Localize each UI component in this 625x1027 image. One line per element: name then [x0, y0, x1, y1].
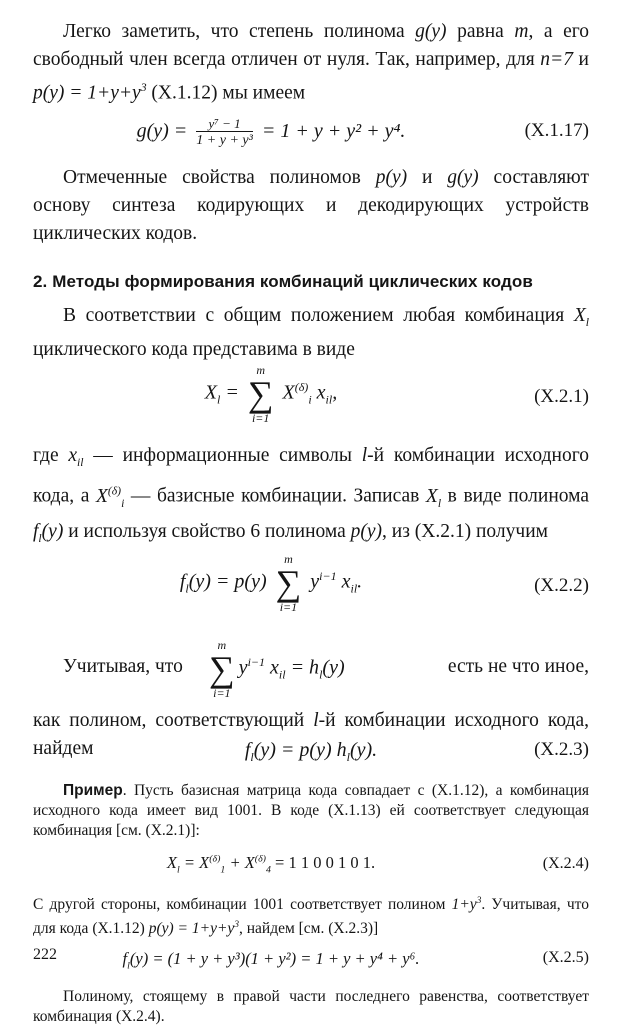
- sum-symbol: m ∑ i=1: [247, 363, 274, 426]
- paragraph-5-line-1: Учитывая, что m ∑ i=1 $y^{i-1}$ $x_{il} = h_l(y)$ есть не что иное,: [63, 637, 589, 700]
- paragraph-1: Легко заметить, что степень полинома g(y) равна m, а его свободный член всегда отличен от нуля. Так, например, для n=7 и $p(y) = 1+y+y^3$ (X.1.12) мы имеем: [33, 21, 589, 104]
- equation-number: (X.2.1): [534, 386, 589, 408]
- example-label: Пример: [63, 781, 123, 799]
- equation-x-2-2: $f_l(y) = p(y)$ m ∑ i=1 $y^{i-1}$ $x_{il}$. (X.2.2): [179, 551, 589, 614]
- equation-x-1-17: g(y) = $\frac{\text{y⁷ − 1}}{\text{1 + y + y³}}$ = 1 + y + y² + y⁴. (X.1.17): [136, 115, 589, 148]
- equation-number: (X.1.17): [524, 119, 589, 141]
- paragraph-2: Отмеченные свойства полиномов p(y) и g(y) составляют основу синтеза кодирующих и декодирующих устройств циклических кодов.: [33, 166, 589, 244]
- sum-symbol: m ∑ i=1: [275, 551, 302, 614]
- page-number: 222: [33, 946, 57, 963]
- equation-x-2-1: $X_l$ = m ∑ i=1 $X^{(\delta)}_i$ $x_{il}$, (X.2.1): [204, 363, 589, 426]
- example-paragraph: Пример. Пусть базисная матрица кода совпадает с (X.1.12), а комбинация исходного кода имеет вид 1001. В коде (X.1.13) ей соответствует следующая комбинация [см. (X.2.1)]:: [33, 781, 589, 839]
- paragraph-3: В соответствии с общим положением любая комбинация $X_l$ циклического кода представима в виде: [33, 304, 589, 361]
- equation-number: (X.2.4): [542, 854, 589, 872]
- equation-number: (X.2.2): [534, 574, 589, 596]
- math-gy: g(y): [415, 21, 447, 42]
- equation-x-2-4: $X_l = X^{(\delta)}_1 + X^{(\delta)}_4 = 1$ 1 0 0 1 0 1. (X.2.4): [166, 852, 589, 875]
- paragraph-7: Полиному, стоящему в правой части последнего равенства, соответствует комбинация (X.2.4).: [33, 987, 589, 1025]
- equation-number: (X.2.3): [534, 738, 589, 760]
- page-content: [33, 18, 589, 1027]
- section-heading: 2. Методы формирования комбинаций циклических кодов: [33, 271, 533, 291]
- equation-number: (X.2.5): [542, 948, 589, 966]
- paragraph-4: где $x_{il}$ — информационные символы l-й комбинации исходного кода, а $X^{(\delta)}_i$ — базисные комбинации. Записав $X_l$ в виде полинома $f_l(y)$ и используя свойство 6 полинома p(y), из (X.2.1) получим: [33, 445, 590, 545]
- paragraph-6: С другой стороны, комбинации 1001 соответствует полином $1+y^3$. Учитывая, что для кода (X.1.12) $p(y) = 1+y+y^3$, найдем [см. (X.2.3)]: [33, 895, 589, 937]
- paragraph-5-rest: как полином, соответствующий l-й комбинации исходного кода, найдем: [33, 709, 589, 759]
- equation-x-2-5: $f_l(y) = (1 + y + y^3)(1 + y^2) = 1 + y + y^4 + y^6$. (X.2.5): [122, 948, 589, 972]
- inline-sum-expression: m ∑ i=1 $y^{i-1}$ $x_{il} = h_l(y)$: [209, 637, 345, 700]
- equation-x-2-3: $f_l(y) = p(y)$ $h_l(y)$. (X.2.3): [244, 738, 589, 764]
